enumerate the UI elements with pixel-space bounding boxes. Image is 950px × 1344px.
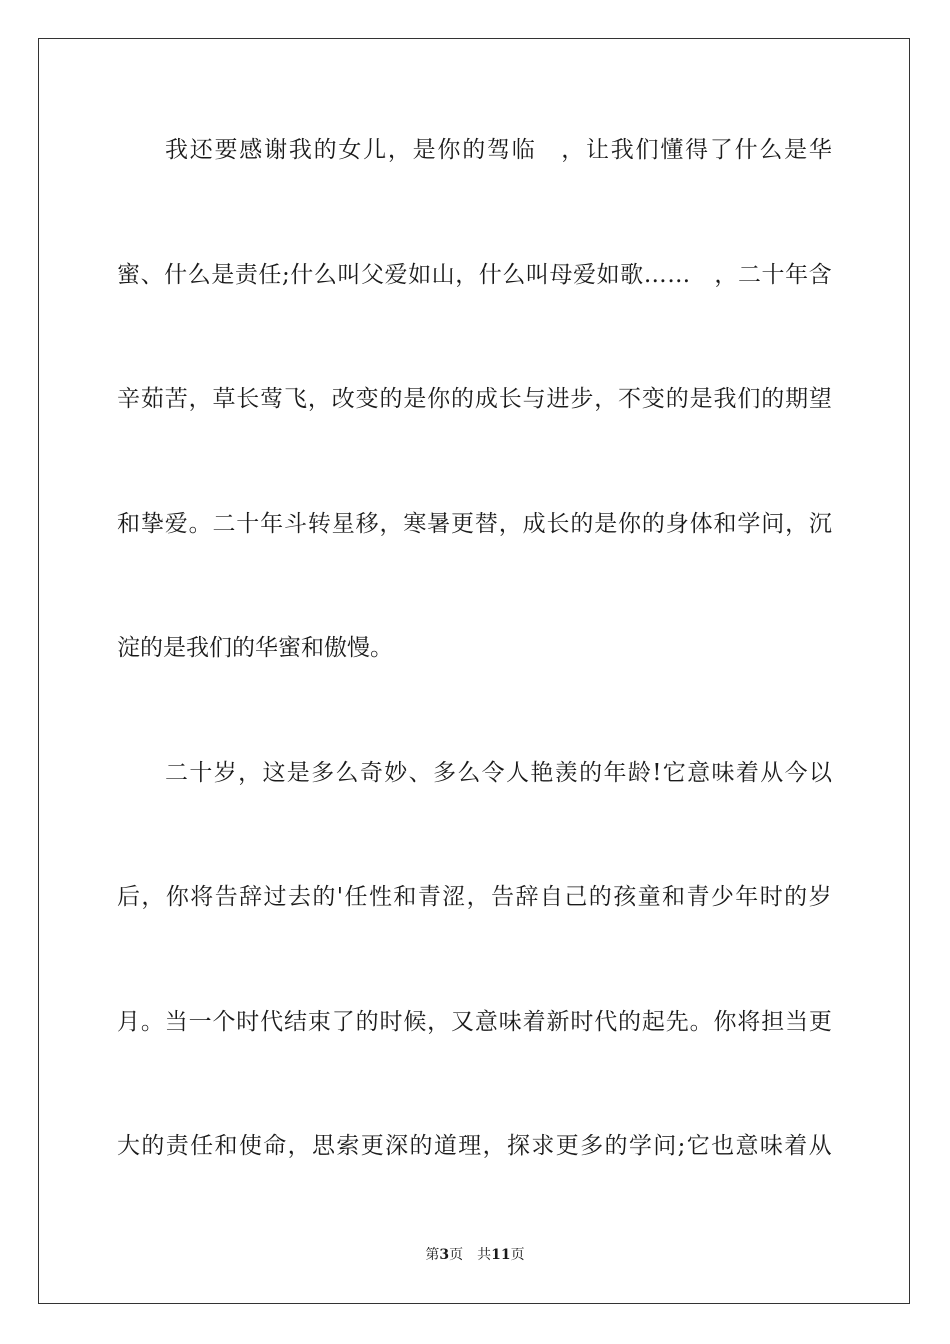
text-line: 辛 茹 苦 ， 草 长 莺 飞 ， 改 变 的 是 你 的 成 长 与 进 步 ， 不 变 的 是 我 们 的 期 望 — [117, 386, 832, 412]
page-footer — [0, 1244, 950, 1264]
text-line: 淀的是我们的华蜜和傲慢。 — [117, 635, 393, 661]
text-line: 我 还 要 感 谢 我 的 女 儿 ， 是 你 的 驾 临 ， 让 我 们 懂 得 了 什 么 是 华 — [165, 137, 832, 163]
page-border — [38, 38, 910, 1304]
text-line: 大 的 责 任 和 使 命 ， 思 索 更 深 的 道 理 ， 探 求 更 多 的 学 问 ; 它 也 意 味 着 从 — [117, 1133, 832, 1159]
text-line: 后 ， 你 将 告 辞 过 去 的 ' 任 性 和 青 涩 ， 告 辞 自 己 的 孩 童 和 青 少 年 时 的 岁 — [117, 884, 832, 910]
text-line: 月 。 当 一 个 时 代 结 束 了 的 时 候 ， 又 意 味 着 新 时 代 的 起 先 。 你 将 担 当 更 — [117, 1009, 832, 1035]
footer-suffix: 页 — [510, 1247, 525, 1263]
footer-prefix: 第 — [425, 1247, 440, 1263]
text-line: 蜜 、 什 么 是 责 任 ; 什 么 叫 父 爱 如 山 ， 什 么 叫 母 爱 如 歌 … … ， 二 十 年 含 — [117, 262, 832, 288]
total-pages-number: 11 — [491, 1247, 511, 1263]
text-line: 和 挚 爱 。 二 十 年 斗 转 星 移 ， 寒 暑 更 替 ， 成 长 的 是 你 的 身 体 和 学 问 ， 沉 — [117, 511, 832, 537]
text-line: 二 十 岁 ， 这 是 多 么 奇 妙 、 多 么 令 人 艳 羡 的 年 龄 ! 它 意 味 着 从 今 以 — [165, 760, 832, 786]
current-page-number: 3 — [439, 1247, 450, 1263]
footer-mid: 页 共 — [449, 1247, 492, 1263]
